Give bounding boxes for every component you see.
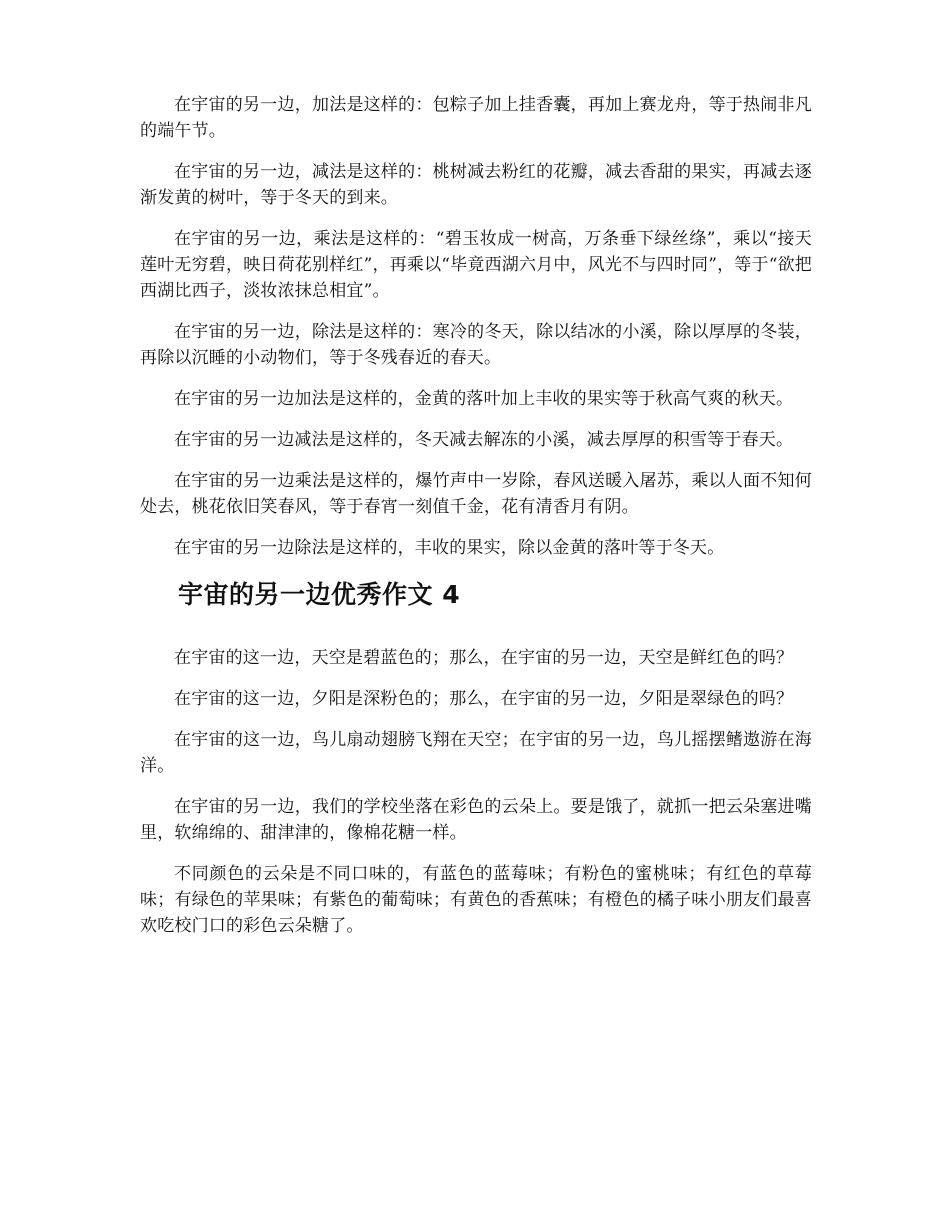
paragraph: 在宇宙的另一边，减法是这样的：桃树减去粉红的花瓣，减去香甜的果实，再减去逐渐发黄的树叶，等于冬天的到来。 [140, 162, 812, 208]
paragraph: 在宇宙的另一边，除法是这样的：寒冷的冬天，除以结冰的小溪，除以厚厚的冬装，再除以沉睡的小动物们，等于冬残春近的春天。 [140, 322, 812, 368]
section-b [140, 645, 812, 939]
paragraph: 在宇宙的这一边，天空是碧蓝色的；那么，在宇宙的另一边，天空是鲜红色的吗？ [174, 648, 794, 668]
paragraph: 在宇宙的另一边减法是这样的，冬天减去解冻的小溪，减去厚厚的积雪等于春天。 [174, 430, 794, 450]
section-heading: 宇宙的另一边优秀作文 4 [178, 580, 461, 609]
section-a [140, 92, 812, 561]
paragraph: 在宇宙的这一边，夕阳是深粉色的；那么，在宇宙的另一边，夕阳是翠绿色的吗？ [174, 689, 794, 709]
paragraph: 在宇宙的另一边，我们的学校坐落在彩色的云朵上。要是饿了，就抓一把云朵塞进嘴里，软绵绵的、甜津津的，像棉花糖一样。 [140, 797, 812, 843]
paragraph: 在宇宙的另一边，加法是这样的：包粽子加上挂香囊，再加上赛龙舟，等于热闹非凡的端午节。 [140, 95, 812, 141]
paragraph: 在宇宙的另一边除法是这样的，丰收的果实，除以金黄的落叶等于冬天。 [174, 538, 725, 558]
paragraph: 在宇宙的另一边乘法是这样的，爆竹声中一岁除，春风送暖入屠苏，乘以人面不知何处去，桃花依旧笑春风，等于春宵一刻值千金，花有清香月有阴。 [140, 471, 812, 517]
paragraph: 在宇宙的这一边，鸟儿扇动翅膀飞翔在天空；在宇宙的另一边，鸟儿摇摆鳍遨游在海洋。 [140, 730, 812, 776]
paragraph: 不同颜色的云朵是不同口味的，有蓝色的蓝莓味；有粉色的蜜桃味；有红色的草莓味；有绿色的苹果味；有紫色的葡萄味；有黄色的香蕉味；有橙色的橘子味小朋友们最喜欢吃校门口的彩色云朵糖了。 [140, 864, 812, 936]
paragraph: 在宇宙的另一边加法是这样的，金黄的落叶加上丰收的果实等于秋高气爽的秋天。 [174, 389, 794, 409]
document-page [140, 92, 812, 954]
paragraph: 在宇宙的另一边，乘法是这样的：“碧玉妆成一树高，万条垂下绿丝绦”，乘以“接天莲叶无穷碧，映日荷花别样红”，再乘以“毕竟西湖六月中，风光不与四时同”，等于“欲把西湖比西子，淡妆浓抹总相宜”。 [140, 229, 812, 301]
